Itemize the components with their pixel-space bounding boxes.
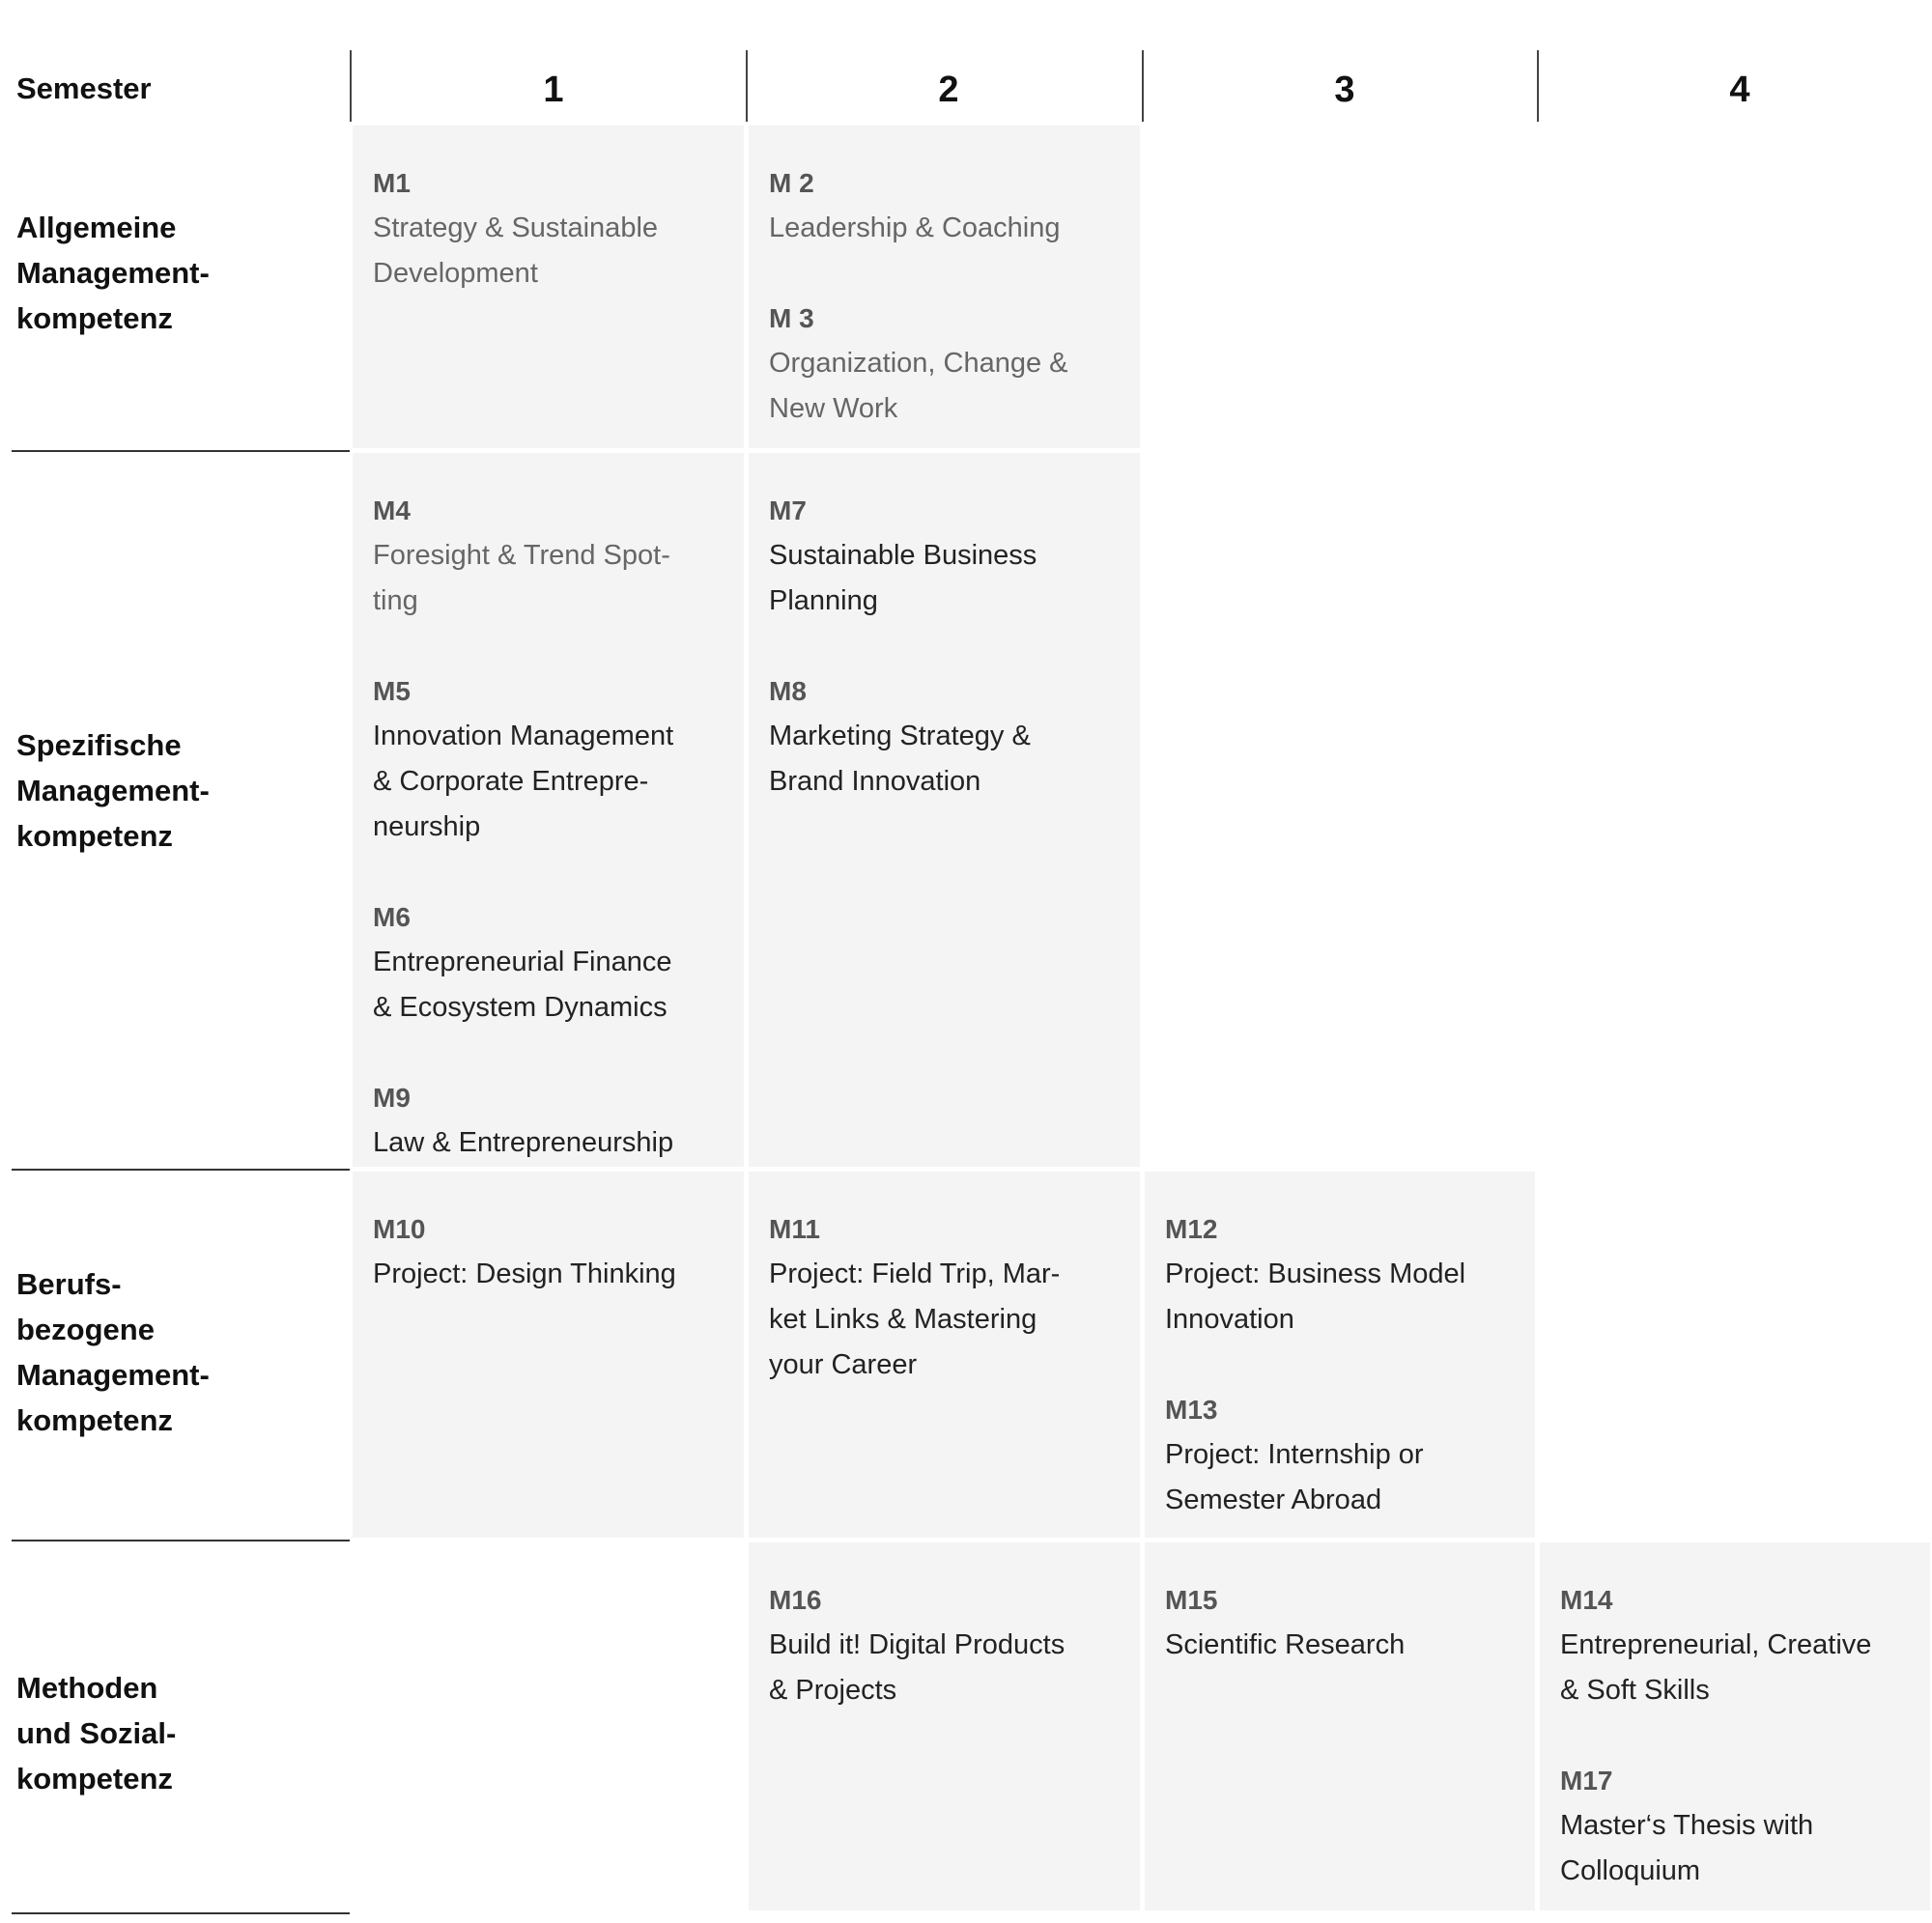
module-cell <box>353 126 744 448</box>
module-code: M14 <box>1560 1585 1613 1615</box>
module-entry <box>373 894 724 1031</box>
module-code: M6 <box>373 902 411 932</box>
module-title: Entrepreneurial Finance & Ecosystem Dynamics <box>373 947 672 1023</box>
module-title: Build it! Digital Products & Projects <box>769 1629 1065 1706</box>
module-code: M4 <box>373 495 411 525</box>
semester-4-header: 4 <box>1729 70 1750 110</box>
module-code: M 2 <box>769 168 814 198</box>
module-title: Law & Entrepreneurship <box>373 1127 674 1158</box>
module-entry <box>373 668 724 850</box>
module-code: M13 <box>1165 1395 1218 1425</box>
semester-3-header: 3 <box>1334 70 1355 110</box>
row-divider <box>12 450 350 452</box>
module-code: M15 <box>1165 1585 1218 1615</box>
module-title: Project: Business Model Innovation <box>1165 1258 1466 1335</box>
module-title: Organization, Change & New Work <box>769 348 1068 424</box>
module-entry <box>373 160 724 297</box>
module-code: M8 <box>769 676 807 706</box>
row-label-line: Spezifische <box>16 728 182 762</box>
module-code: M 3 <box>769 303 814 333</box>
module-title: Project: Design Thinking <box>373 1258 676 1289</box>
row-divider <box>12 1540 350 1541</box>
module-title: Entrepreneurial, Creative & Soft Skills <box>1560 1629 1872 1706</box>
row-label-line: bezogene <box>16 1313 155 1346</box>
column-divider <box>1142 50 1144 122</box>
module-title: Master‘s Thesis with Colloquium <box>1560 1810 1814 1886</box>
module-title: Foresight & Trend Spot- ting <box>373 540 670 616</box>
module-entry <box>1560 1577 1911 1713</box>
module-title: Strategy & Sustainable Development <box>373 212 659 289</box>
row-label-berufsbezogene <box>16 1261 210 1443</box>
module-entry <box>373 488 724 624</box>
row-label-line: Berufs- <box>16 1267 122 1301</box>
row-label-allgemeine <box>16 205 210 341</box>
module-entry <box>1165 1206 1516 1343</box>
column-divider <box>1537 50 1539 122</box>
row-divider <box>12 1912 350 1914</box>
module-code: M9 <box>373 1083 411 1113</box>
row-label-line: kompetenz <box>16 819 173 853</box>
module-cell <box>749 1542 1140 1910</box>
module-code: M7 <box>769 495 807 525</box>
module-cell <box>1145 1542 1535 1910</box>
module-title: Marketing Strategy & Brand Innovation <box>769 721 1031 797</box>
module-code: M12 <box>1165 1214 1218 1244</box>
row-label-line: kompetenz <box>16 1762 173 1796</box>
module-code: M5 <box>373 676 411 706</box>
module-entry <box>373 1075 724 1166</box>
module-entry <box>769 1577 1121 1713</box>
row-label-line: Allgemeine <box>16 211 177 244</box>
row-label-line: Management- <box>16 774 210 807</box>
module-code: M17 <box>1560 1766 1613 1796</box>
module-cell <box>749 453 1140 1167</box>
module-code: M1 <box>373 168 411 198</box>
semester-2-header: 2 <box>938 70 959 110</box>
module-cell <box>353 453 744 1167</box>
module-title: Innovation Management & Corporate Entrepre- neurship <box>373 721 674 842</box>
row-label-line: kompetenz <box>16 301 173 335</box>
module-entry <box>1165 1387 1516 1523</box>
module-title: Leadership & Coaching <box>769 212 1061 243</box>
row-label-spezifische <box>16 722 210 859</box>
module-title: Sustainable Business Planning <box>769 540 1037 616</box>
module-entry <box>769 160 1121 251</box>
module-entry <box>373 1206 724 1297</box>
row-divider <box>12 1169 350 1171</box>
row-label-line: Methoden <box>16 1671 158 1705</box>
row-label-line: Management- <box>16 1358 210 1392</box>
module-cell <box>1540 1542 1930 1910</box>
module-cell <box>749 126 1140 448</box>
module-code: M11 <box>769 1214 820 1244</box>
module-cell <box>749 1172 1140 1538</box>
module-cell <box>1145 1172 1535 1538</box>
row-label-line: Management- <box>16 256 210 290</box>
module-cell <box>353 1172 744 1538</box>
column-divider <box>746 50 748 122</box>
row-label-line: und Sozial- <box>16 1716 177 1750</box>
row-label-methoden <box>16 1665 176 1801</box>
module-code: M10 <box>373 1214 426 1244</box>
module-entry <box>1560 1758 1911 1894</box>
semester-1-header: 1 <box>543 70 564 110</box>
module-title: Project: Field Trip, Mar- ket Links & Mastering your Career <box>769 1258 1061 1380</box>
row-label-line: kompetenz <box>16 1403 173 1437</box>
column-divider <box>350 50 352 122</box>
module-entry <box>769 296 1121 432</box>
semester-header-label: Semester <box>16 71 152 105</box>
module-entry <box>769 488 1121 624</box>
module-entry <box>769 1206 1121 1388</box>
module-title: Scientific Research <box>1165 1629 1406 1660</box>
module-entry <box>769 668 1121 805</box>
module-code: M16 <box>769 1585 822 1615</box>
module-title: Project: Internship or Semester Abroad <box>1165 1439 1424 1515</box>
module-entry <box>1165 1577 1516 1668</box>
